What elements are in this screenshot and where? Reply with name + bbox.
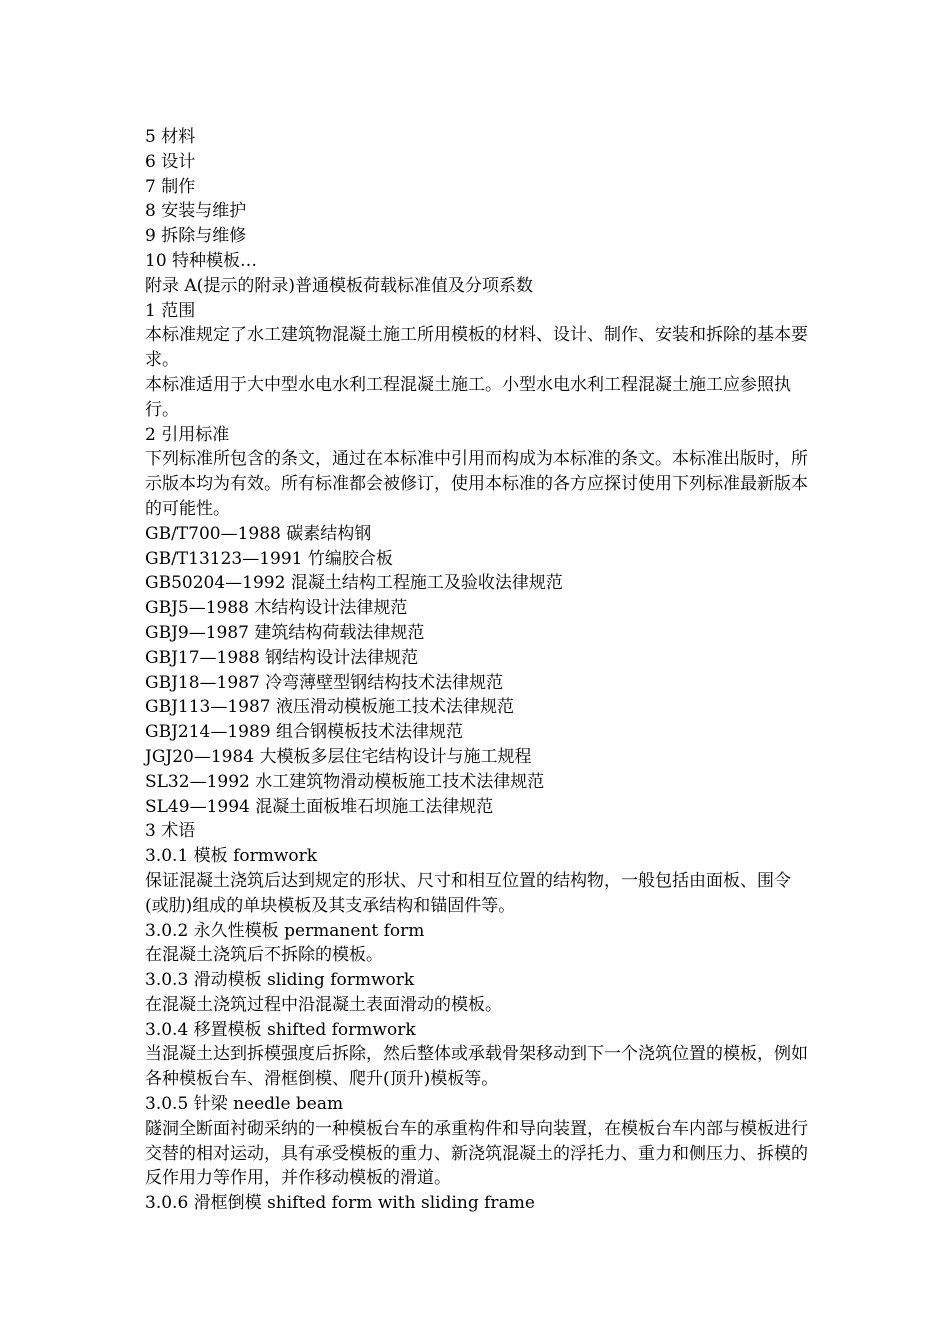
term-heading: 3.0.5 针梁 needle beam	[145, 1094, 344, 1115]
term-definition: 在混凝土浇筑后不拆除的模板。	[145, 945, 383, 966]
term-definition: 保证混凝土浇筑后达到规定的形状、尺寸和相互位置的结构物，一般包括由面板、围令(或肋)组成的单块模板及其支承结构和锚固件等。	[145, 870, 791, 916]
term-heading: 3.0.6 滑框倒模 shifted form with sliding frame	[145, 1193, 535, 1214]
reference-item: GB50204—1992 混凝土结构工程施工及验收法律规范	[145, 573, 563, 594]
term-definition: 隧洞全断面衬砌采纳的一种模板台车的承重构件和导向装置，在模板台车内部与模板进行交替的相对运动，具有承受模板的重力、新浇筑混凝土的浮托力、重力和侧压力、拆模的反作用力等作用，并作移动模板的滑道。	[145, 1118, 808, 1189]
term-heading: 3.0.2 永久性模板 permanent form	[145, 920, 425, 941]
reference-item: GB/T700—1988 碳素结构钢	[145, 523, 372, 544]
section-heading-references: 2 引用标准	[145, 424, 230, 445]
reference-item: GBJ9—1987 建筑结构荷载法律规范	[145, 622, 425, 643]
section-heading-terms: 3 术语	[145, 821, 196, 842]
term-definition: 当混凝土达到拆模强度后拆除，然后整体或承载骨架移动到下一个浇筑位置的模板，例如各种模板台车、滑框倒模、爬升(顶升)模板等。	[145, 1044, 808, 1090]
reference-item: GB/T13123—1991 竹编胶合板	[145, 548, 393, 569]
paragraph: 下列标准所包含的条文，通过在本标准中引用而构成为本标准的条文。本标准出版时，所示版本均为有效。所有标准都会被修订，使用本标准的各方应探讨使用下列标准最新版本的可能性。	[145, 449, 808, 519]
toc-item-installation: 8 安装与维护	[145, 201, 247, 222]
reference-item: GBJ113—1987 液压滑动模板施工技术法律规范	[145, 697, 515, 718]
paragraph: 本标准适用于大中型水电水利工程混凝土施工。小型水电水利工程混凝土施工应参照执行。	[145, 374, 791, 420]
toc-item-materials: 5 材料	[145, 127, 196, 147]
term-heading: 3.0.1 模板 formwork	[145, 846, 318, 867]
term-definition: 在混凝土浇筑过程中沿混凝土表面滑动的模板。	[145, 994, 502, 1015]
reference-item: JGJ20—1984 大模板多层住宅结构设计与施工规程	[145, 746, 532, 767]
toc-item-appendix-a: 附录 A(提示的附录)普通模板荷载标准值及分项系数	[145, 275, 533, 296]
paragraph: 本标准规定了水工建筑物混凝土施工所用模板的材料、设计、制作、安装和拆除的基本要求。	[145, 325, 808, 371]
reference-item: GBJ214—1989 组合钢模板技术法律规范	[145, 722, 464, 743]
toc-item-design: 6 设计	[145, 151, 196, 172]
term-heading: 3.0.4 移置模板 shifted formwork	[145, 1019, 416, 1040]
term-heading: 3.0.3 滑动模板 sliding formwork	[145, 970, 415, 991]
document-body	[145, 125, 810, 1216]
reference-item: GBJ18—1987 冷弯薄壁型钢结构技术法律规范	[145, 672, 504, 693]
reference-item: GBJ5—1988 木结构设计法律规范	[145, 598, 408, 619]
reference-item: SL32—1992 水工建筑物滑动模板施工技术法律规范	[145, 771, 545, 792]
toc-item-special-formwork: 10 特种模板…	[145, 250, 258, 271]
toc-item-fabrication: 7 制作	[145, 176, 196, 197]
reference-item: SL49—1994 混凝土面板堆石坝施工法律规范	[145, 796, 494, 817]
reference-item: GBJ17—1988 钢结构设计法律规范	[145, 647, 419, 668]
section-heading-scope: 1 范围	[145, 300, 196, 321]
toc-item-removal: 9 拆除与维修	[145, 226, 247, 247]
